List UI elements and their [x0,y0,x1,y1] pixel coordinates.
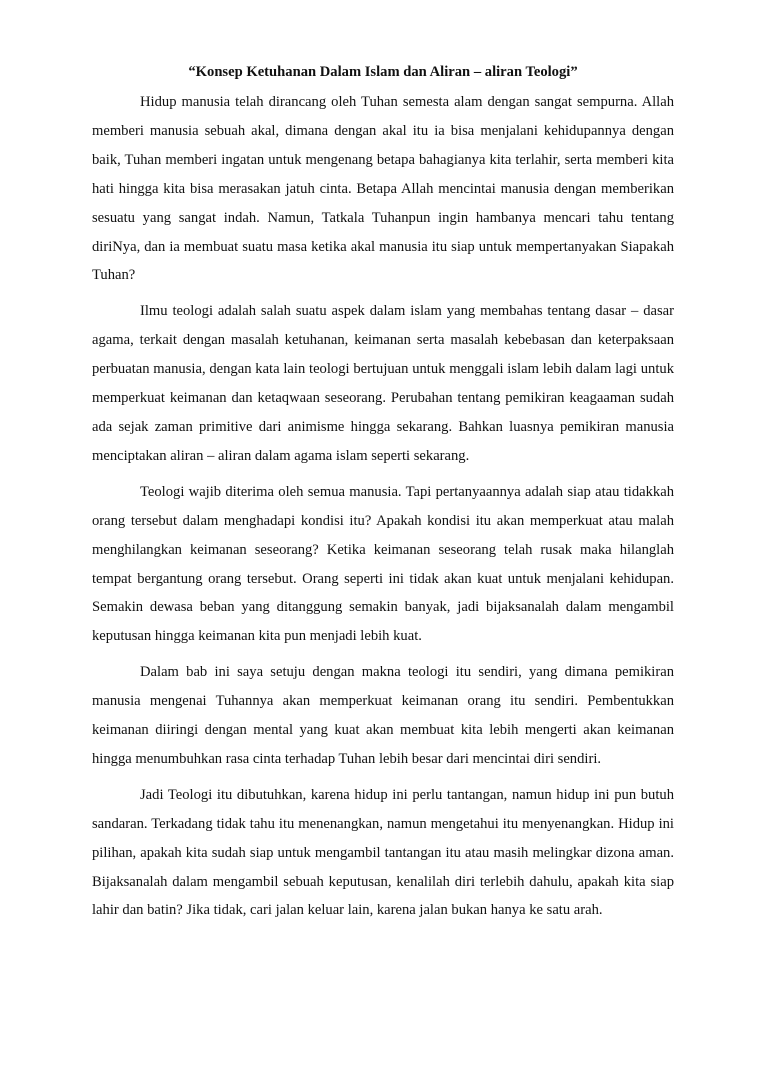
paragraph-4: Dalam bab ini saya setuju dengan makna teologi itu sendiri, yang dimana pemikiran manusia mengenai Tuhannya akan memperkuat keimanan orang itu sendiri. Pembentukkan keimanan diiringi dengan mental yang kuat akan membuat kita lebih mengerti akan keimanan hingga menumbuhkan rasa cinta terhadap Tuhan lebih besar dari mencintai diri sendiri. [92,664,674,767]
paragraph-3: Teologi wajib diterima oleh semua manusia. Tapi pertanyaannya adalah siap atau tidakkah orang tersebut dalam menghadapi kondisi itu? Apakah kondisi itu akan memperkuat atau malah menghilangkan keimanan seseorang? Ketika keimanan seseorang telah rusak maka hilanglah tempat bergantung orang tersebut. Orang seperti ini tidak akan kuat untuk menjalani kehidupan. Semakin dewasa beban yang ditanggung semakin banyak, jadi bijaksanalah dalam mengambil keputusan hingga keimanan kita pun menjadi lebih kuat. [92,483,674,645]
paragraph-1: Hidup manusia telah dirancang oleh Tuhan semesta alam dengan sangat sempurna. Allah memberi manusia sebuah akal, dimana dengan akal itu ia bisa menjalani kehidupannya dengan baik, Tuhan memberi ingatan untuk mengenang betapa bahagianya kita terlahir, serta memberi kita hati hingga kita bisa merasakan jatuh cinta. Betapa Allah mencintai manusia dengan memberikan sesuatu yang sangat indah. Namun, Tatkala Tuhanpun ingin hambanya mencari tahu tentang diriNya, dan ia membuat suatu masa ketika akal manusia itu siap untuk mempertanyakan Siapakah Tuhan? [92,94,674,284]
paragraph-5: Jadi Teologi itu dibutuhkan, karena hidup ini perlu tantangan, namun hidup ini pun butuh sandaran. Terkadang tidak tahu itu menenangkan, namun mengetahui itu menyenangkan. Hidup ini pilihan, apakah kita sudah siap untuk mengambil tantangan itu atau masih melingkar dizona aman. Bijaksanalah dalam mengambil sebuah keputusan, kenalilah diri terlebih dahulu, apakah kita siap lahir dan batin? Jika tidak, cari jalan keluar lain, karena jalan bukan hanya ke satu arah. [92,786,674,919]
document-title: “Konsep Ketuhanan Dalam Islam dan Aliran – aliran Teologi” [188,64,578,80]
paragraph-2: Ilmu teologi adalah salah suatu aspek dalam islam yang membahas tentang dasar – dasar agama, terkait dengan masalah ketuhanan, keimanan serta masalah kebebasan dan keterpaksaan perbuatan manusia, dengan kata lain teologi bertujuan untuk menggali islam lebih dalam lagi untuk memperkuat keimanan dan ketaqwaan seseorang. Perubahan tentang pemikiran keagaaman sudah ada sejak zaman primitive dari animisme hingga sekarang. Bahkan luasnya pemikiran manusia menciptakan aliran – aliran dalam agama islam seperti sekarang. [92,303,674,464]
document-page [92,60,674,932]
